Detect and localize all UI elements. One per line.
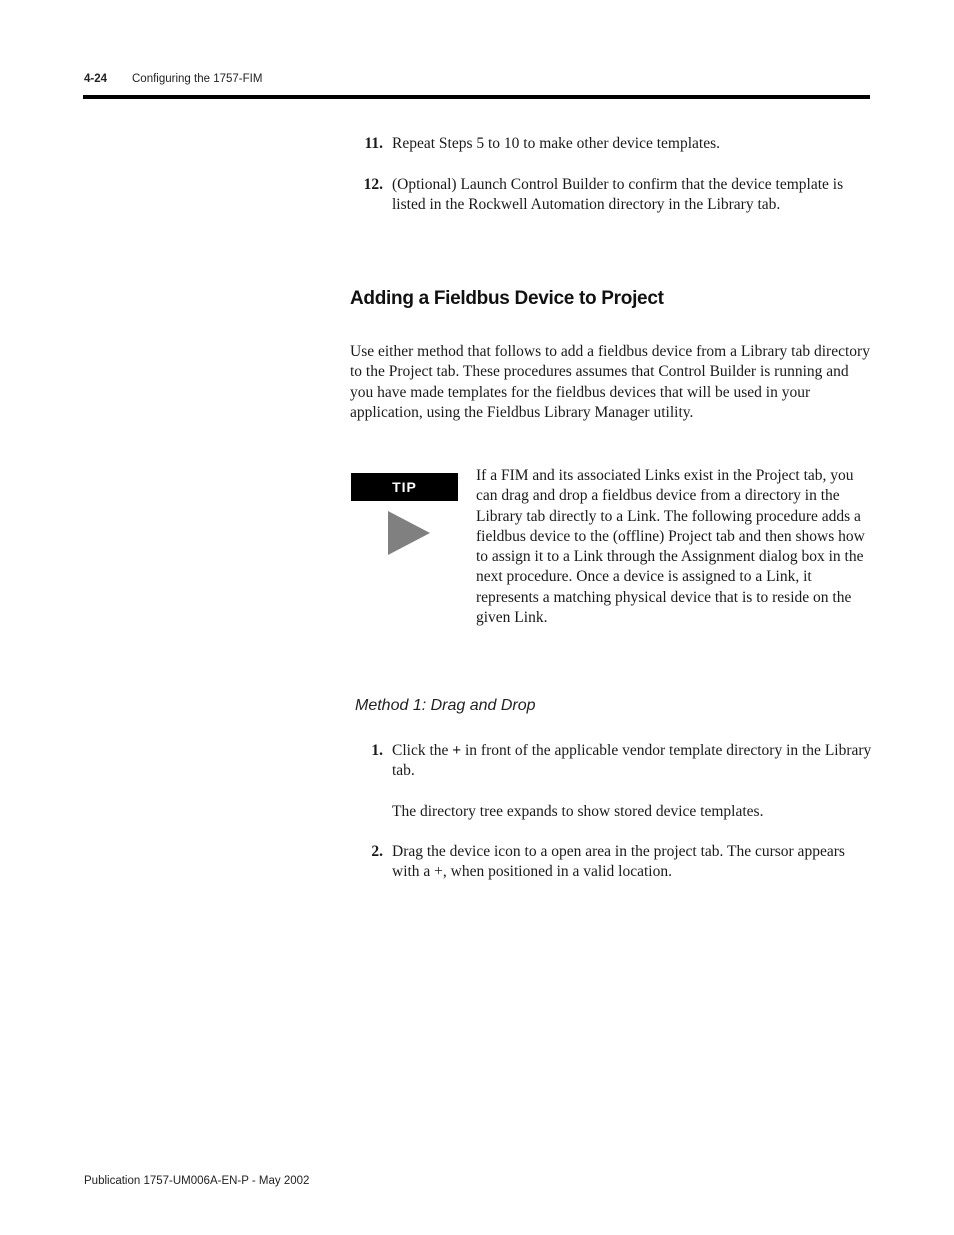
chapter-title: Configuring the 1757-FIM	[132, 73, 263, 85]
page-number: 4-24	[84, 73, 108, 85]
intro-paragraph: Use either method that follows to add a fieldbus device from a Library tab directory to the Project tab. These procedures assumes that Control Builder is running and you have made templates for the fieldbus devices that will be used in your application, using the Fieldbus Library Manager utility.	[350, 343, 870, 421]
tip-text: If a FIM and its associated Links exist in the Project tab, you can drag and drop a fieldbus device from a directory in the Library tab directly to a Link. The following procedure adds a fieldbus device to the (offline) Project tab and then shows how to assign it to a Link through the Assignment dialog box in the next procedure. Once a device is assigned to a Link, it represents a matching physical device that is to reside on the given Link.	[476, 467, 865, 627]
tip-label: TIP	[351, 473, 458, 501]
footer-publication: Publication 1757-UM006A-EN-P - May 2002	[84, 1175, 310, 1187]
header-rule	[83, 95, 870, 99]
section-heading: Adding a Fieldbus Device to Project	[350, 288, 664, 309]
step-text: (Optional) Launch Control Builder to confirm that the device template is listed in the Rockwell Automation directory in the Library tab.	[392, 176, 844, 214]
step-text: Repeat Steps 5 to 10 to make other device templates.	[392, 135, 720, 152]
plus-symbol: +	[452, 742, 462, 759]
step-number: 12.	[363, 176, 383, 193]
step-number: 1.	[371, 742, 383, 759]
step-text-before: Click the	[392, 742, 453, 759]
step-text-after: in front of the applicable vendor template directory in the Library tab.	[392, 742, 872, 780]
play-arrow-icon	[388, 511, 430, 555]
method-title: Method 1: Drag and Drop	[355, 697, 536, 714]
step-text	[392, 741, 872, 782]
step-result-text: The directory tree expands to show stored device templates.	[392, 803, 764, 820]
step-text: Drag the device icon to a open area in the project tab. The cursor appears with a +, when positioned in a valid location.	[392, 843, 845, 881]
step-number: 2.	[371, 843, 383, 860]
step-number: 11.	[364, 135, 383, 152]
